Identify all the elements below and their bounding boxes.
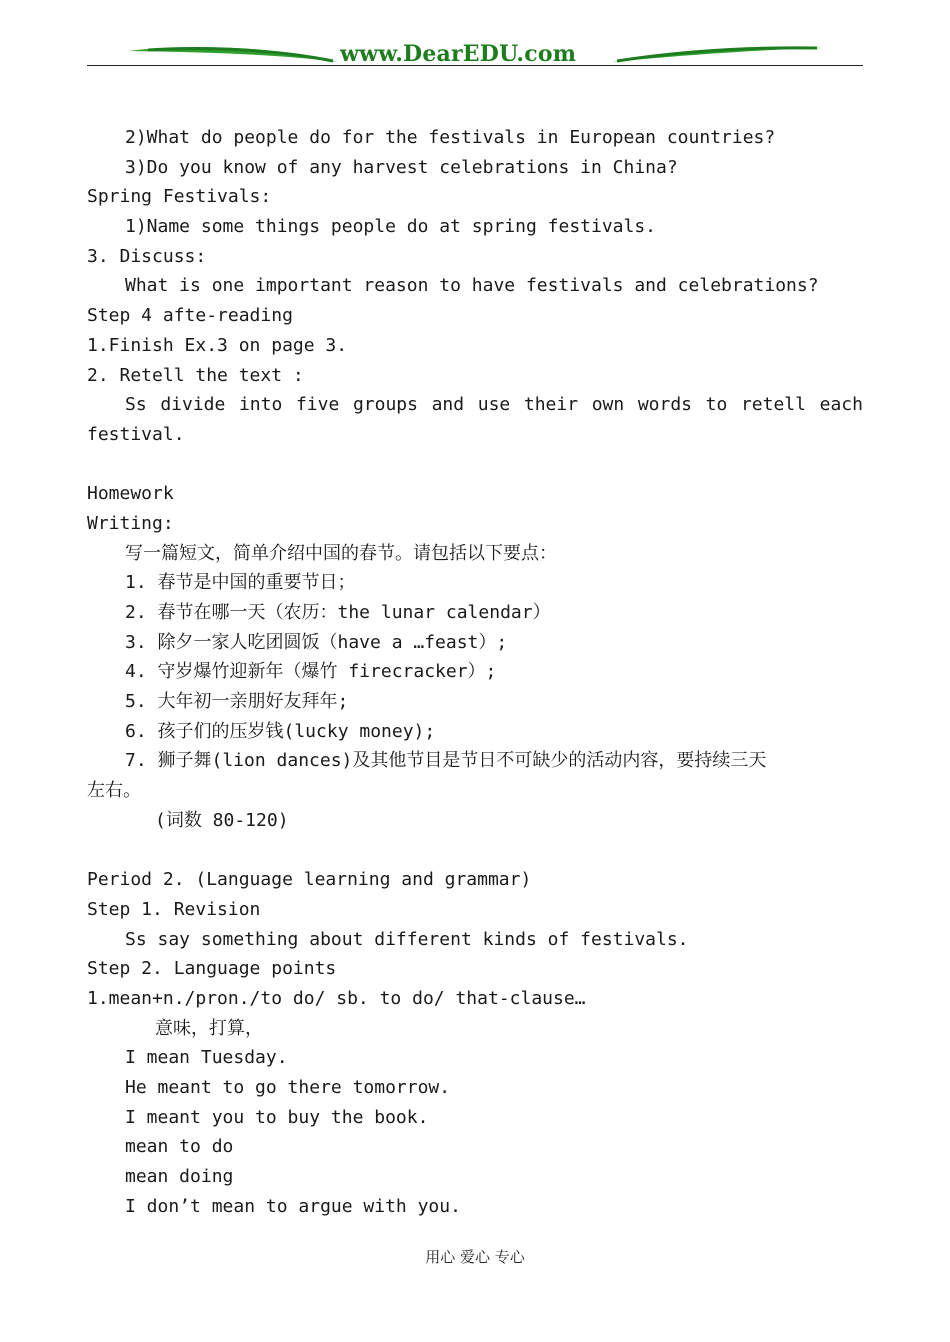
text-line: Ss say something about different kinds of festivals. bbox=[125, 928, 689, 950]
word: words bbox=[637, 394, 693, 416]
section-heading: Homework bbox=[87, 483, 174, 505]
example-sentence: He meant to go there tomorrow. bbox=[125, 1077, 451, 1098]
list-item: 6. 孩子们的压岁钱(lucky money); bbox=[125, 720, 436, 742]
blank-line bbox=[87, 836, 863, 866]
text-line: festival. bbox=[87, 423, 185, 445]
left-swoosh-decoration bbox=[128, 42, 338, 66]
word: divide bbox=[160, 394, 226, 416]
word-count-note: (词数 80-120) bbox=[155, 809, 289, 831]
blank-line bbox=[87, 450, 863, 480]
text-line: What is one important reason to have festivals and celebrations? bbox=[125, 275, 819, 297]
right-swoosh-decoration bbox=[612, 42, 822, 66]
section-heading: 3. Discuss: bbox=[87, 245, 207, 267]
text-line: 1.Finish Ex.3 on page 3. bbox=[87, 334, 348, 356]
text-line: 意味，打算， bbox=[155, 1017, 263, 1039]
list-item: 5. 大年初一亲朋好友拜年; bbox=[125, 691, 349, 713]
text-line: 2. Retell the text : bbox=[87, 364, 304, 386]
word: use bbox=[477, 394, 511, 416]
word: Ss bbox=[125, 394, 147, 416]
header-divider bbox=[87, 65, 863, 66]
word: their bbox=[523, 394, 579, 416]
text-line: 写一篇短文，简单介绍中国的春节。请包括以下要点： bbox=[125, 542, 557, 564]
section-heading: Spring Festivals: bbox=[87, 186, 272, 208]
word: each bbox=[819, 394, 863, 416]
word: to bbox=[705, 394, 728, 416]
word: retell bbox=[740, 394, 806, 416]
example-sentence: I mean Tuesday. bbox=[125, 1047, 288, 1069]
list-item: 2. 春节在哪一天（农历：the lunar calendar） bbox=[125, 602, 551, 623]
example-sentence: mean doing bbox=[125, 1166, 234, 1188]
period-heading: Period 2. (Language learning and grammar) bbox=[87, 869, 532, 891]
text-line: 2)What do people do for the festivals in European countries? bbox=[125, 127, 776, 148]
document-body bbox=[87, 123, 863, 1221]
step-heading: Step 1. Revision bbox=[87, 898, 261, 920]
list-item: 1. 春节是中国的重要节日； bbox=[125, 572, 356, 594]
text-line: 3)Do you know of any harvest celebrations in China? bbox=[125, 156, 678, 178]
step-heading: Step 2. Language points bbox=[87, 958, 337, 980]
text-line: 1)Name some things people do at spring festivals. bbox=[125, 216, 657, 238]
word: own bbox=[591, 394, 625, 416]
text-line: 左右。 bbox=[87, 780, 141, 802]
example-sentence: mean to do bbox=[125, 1136, 234, 1158]
section-heading: Writing: bbox=[87, 512, 174, 534]
text-line: 1.mean+n./pron./to do/ sb. to do/ that-clause… bbox=[87, 987, 586, 1009]
list-item: 7. 狮子舞(lion dances)及其他节目是节日不可缺少的活动内容，要持续三天 bbox=[125, 750, 767, 772]
page-footer: 用心 爱心 专心 bbox=[425, 1248, 525, 1266]
list-item: 4. 守岁爆竹迎新年（爆竹 firecracker）; bbox=[125, 661, 497, 683]
word: and bbox=[431, 394, 465, 416]
step-heading: Step 4 afte-reading bbox=[87, 305, 293, 327]
example-sentence: I don’t mean to argue with you. bbox=[125, 1195, 461, 1217]
word: into bbox=[238, 394, 283, 416]
word: five bbox=[295, 394, 340, 416]
example-sentence: I meant you to buy the book. bbox=[125, 1106, 429, 1128]
list-item: 3. 除夕一家人吃团圆饭（have a …feast）; bbox=[125, 631, 508, 653]
site-logo: www.DearEDU.com bbox=[340, 41, 577, 67]
word: groups bbox=[352, 394, 418, 416]
justified-text-line bbox=[87, 390, 863, 420]
